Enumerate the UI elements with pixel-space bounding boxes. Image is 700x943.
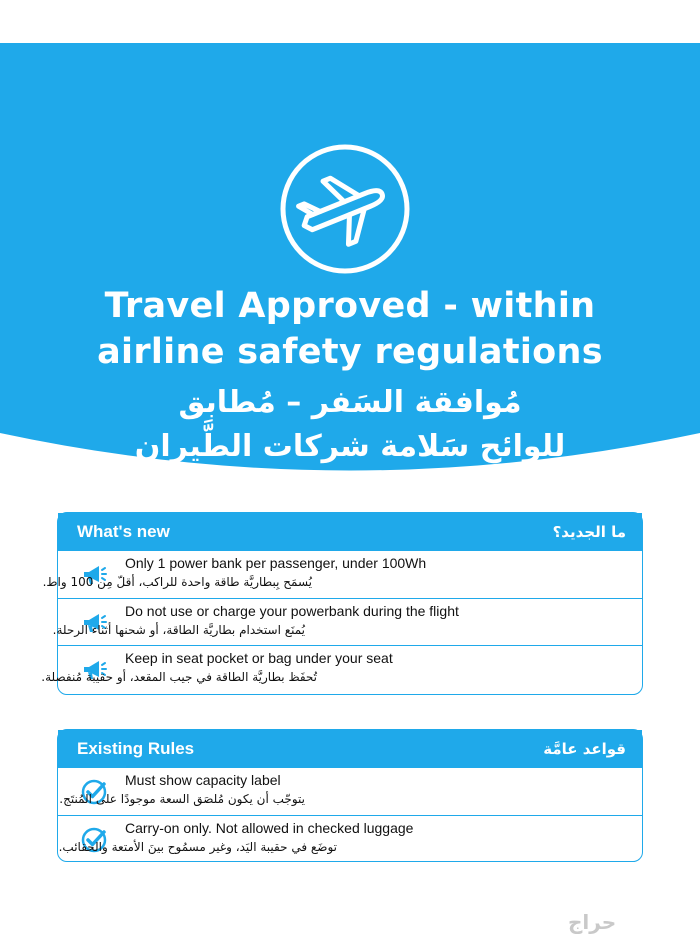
existing-rules-title-en: Existing Rules [77, 739, 195, 758]
item-text-en: Carry-on only. Not allowed in checked luggage [125, 820, 414, 836]
whats-new-card [41, 512, 643, 695]
list-item [52, 598, 642, 645]
title-arabic-line2: لِلوائح سَلامة شركات الطَّيران [134, 429, 566, 464]
existing-rules-title-ar: قواعد عامَّة [543, 740, 626, 758]
existing-rules-header [58, 730, 642, 768]
title-english-line2: airline safety regulations [97, 332, 603, 372]
title-arabic-line1: مُوافقة السَفر – مُطابق [178, 385, 522, 420]
item-text-ar: تُحفَظ بطاريَّة الطاقة في جيب المقعد، أو حقيبة مُنفصلة. [41, 670, 317, 684]
whats-new-title-en: What's new [77, 522, 170, 541]
title-arabic [0, 381, 700, 469]
list-item [41, 645, 642, 692]
watermark-logo: حراج [568, 910, 617, 934]
item-text-ar: يُمنَع استخدام بطاريَّة الطاقة، أو شحنها أثناء الرحلة. [52, 623, 305, 637]
list-item [42, 551, 642, 598]
airplane-icon [278, 142, 412, 276]
whats-new-title-ar: ما الجديد؟ [552, 523, 626, 541]
item-text-ar: يتوجّب أن يكون مُلصَق السعة موجودًا على المُنتَج. [59, 792, 305, 806]
item-text-en: Only 1 power bank per passenger, under 100Wh [125, 555, 427, 571]
item-text-ar: يُسمَح بِبطاريَّة طاقة واحدة للراكب، أقلّ مِن 100 واط. [42, 575, 312, 589]
existing-rules-card [57, 729, 643, 862]
hero-banner [0, 43, 700, 463]
list-item [58, 768, 642, 815]
item-text-en: Must show capacity label [125, 772, 281, 788]
item-text-en: Keep in seat pocket or bag under your seat [125, 650, 393, 666]
title-english [0, 283, 700, 375]
item-text-ar: توضَع في حقيبة اليَد، وغير مسمُوح بينَ الأمتعة والحقائب. [58, 840, 337, 854]
list-item [58, 815, 642, 862]
item-text-en: Do not use or charge your powerbank during the flight [125, 603, 459, 619]
whats-new-header [58, 513, 642, 551]
title-english-line1: Travel Approved - within [104, 286, 596, 326]
